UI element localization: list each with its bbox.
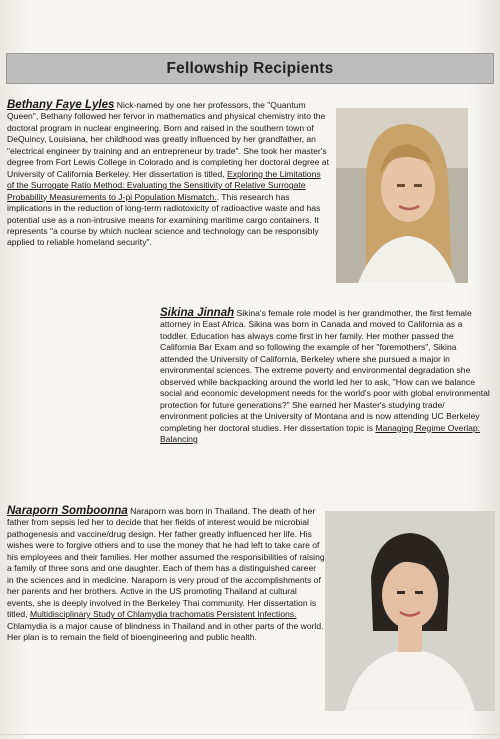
dissertation-title: Managing Regime Overlap: Balancing <box>160 422 481 444</box>
dissertation-title: Exploring the Limitations of the Surrogate Ratio Method: Evaluating the Sensitivity of Relative Surrogate Probability Measurements to J-pi Population Mismatch. <box>7 168 321 202</box>
bio-text: Nick-named by one her professors, the "Quantum Queen", Bethany followed her fervor in mathematics and physical chemistry into the doctoral program in nuclear engineering. Born and raised in the southern town of DeQuincy, Louisiana, her childhood was greatly influenced by her grandfather, an "electrical engineer by training and an entrepreneur by trade". She took her master's degree from Fort Lewis College in Colorado and is completing her doctoral degree at University of California Berkeley. Her dissertation is titled, <box>7 100 329 179</box>
page-title: Fellowship Recipients <box>166 59 334 77</box>
recipient-name: Bethany Faye Lyles <box>7 99 115 111</box>
recipient-name: Naraporn Somboonna <box>7 505 128 517</box>
bio-text-end: Chlamydia is a major cause of blindness in Thailand and in other parts of the world. Her plan is to remain the field of bioengineering and public health. <box>7 620 324 642</box>
section-header <box>6 53 494 84</box>
page-edge <box>0 734 500 735</box>
bio-text: Naraporn was born in Thailand. The death of her father from sepsis led her to decide that her fields of interest would be microbial pathogenesis and vaccine/drug design. Her father greatly influenced her life. His wishes were to forgive others and to use the money that he had left to take care of his employees and their families. Her mother assumed the responsibilities of raising a family of three sons and one daughter. Each of them has a distinguished career in the sciences and in medicine. Naraporn is very proud of the accomplishments of her parents and her brothers. Active in the US promoting Thailand at cultural events, she is deeply involved in the Berkeley Thai community. Her dissertation is titled, <box>7 506 325 620</box>
recipient-bio-naraporn <box>7 506 325 643</box>
recipient-photo-naraporn <box>325 511 495 711</box>
recipient-photo-bethany <box>336 108 468 283</box>
recipient-bio-sikina <box>160 308 490 445</box>
recipient-name: Sikina Jinnah <box>160 307 235 319</box>
bio-text: Sikina's female role model is her grandmother, the first female attorney in East Africa. Sikina was born in Canada and moved to California as a toddler. Education has always come first in her family. Her mother passed the California Bar Exam and so following the example of her "foremothers", Sikina attended the University of California, Berkeley where she pursued a major in environmental sciences. The extreme poverty and environmental degradation she observed while backpacking around the world led her to ask, "How can we balance social and economic development needs for the world's poor with global environmental protection for future generations?" She earned her Master's studying trade/ environment policies at the University of Montana and is now attending UC Berkeley completing her doctoral studies. Her dissertation topic is <box>160 308 490 433</box>
bio-text-end: . This research has implications in the reduction of long-term radiotoxicity of radioactive waste and has potential use as a non-intrusive means for examining maritime cargo containers. It represents "a course by which nuclear science and technology can be responsibly applied to reliable homeland security". <box>7 191 321 248</box>
dissertation-title: Multidisciplinary Study of Chlamydia trachomatis Persistent Infections. <box>29 609 297 620</box>
recipient-bio-bethany <box>7 100 329 249</box>
